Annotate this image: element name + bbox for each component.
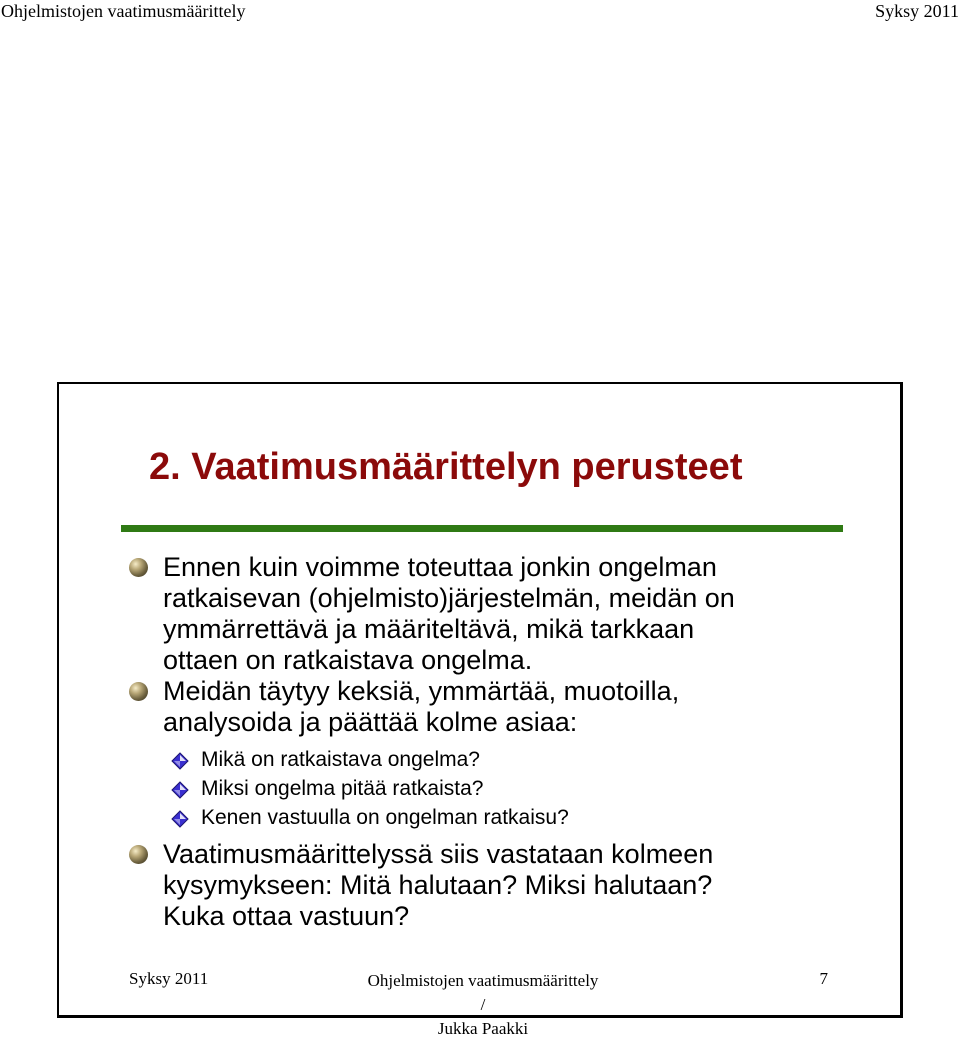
footer-course-author [364,969,602,1041]
sub-bullet-text: Mikä on ratkaistava ongelma? [201,748,480,771]
bullet-line: Meidän täytyy keksiä, ymmärtää, muotoilla, [163,676,680,706]
slide-title: 2. Vaatimusmäärittelyn perusteet [149,446,743,488]
page-number: 7 [819,969,828,988]
diamond-bullet-icon [171,752,189,770]
sub-bullet-item [129,803,869,832]
page-header [0,0,960,26]
sphere-bullet-icon [129,845,148,864]
bullet-line: analysoida ja päättää kolme asiaa: [163,707,578,737]
sub-bullet-list [129,745,869,832]
sub-bullet-text: Miksi ongelma pitää ratkaista? [201,777,484,800]
footer-author: Jukka Paakki [437,1019,529,1038]
sub-bullet-item [129,745,869,774]
title-underline-rule [121,525,843,532]
header-term: Syksy 2011 [875,1,959,21]
bullet-line: ymmärrettävä ja määriteltävä, mikä tarkkaan [163,614,695,644]
bullet-item [129,839,869,932]
slide [57,382,903,1038]
bullet-line: ottaen on ratkaistava ongelma. [163,645,533,675]
diamond-bullet-icon [171,781,189,799]
sub-bullet-item [129,774,869,803]
bullet-line: Vaatimusmäärittelyssä siis vastataan kolmeen [163,839,714,869]
header-course-title: Ohjelmistojen vaatimusmäärittely [1,1,246,21]
diamond-bullet-icon [171,810,189,828]
footer-course: Ohjelmistojen vaatimusmäärittely / [367,971,599,1014]
bullet-line: ratkaisevan (ohjelmisto)järjestelmän, meidän on [163,583,735,613]
bullet-item [129,552,869,676]
bullet-line: Kuka ottaa vastuun? [163,901,410,931]
sphere-bullet-icon [129,558,148,577]
bullet-line: Ennen kuin voimme toteuttaa jonkin ongelman [163,552,717,582]
bullet-line: kysymykseen: Mitä halutaan? Miksi halutaan? [163,870,713,900]
sub-bullet-text: Kenen vastuulla on ongelman ratkaisu? [201,806,569,829]
footer-term: Syksy 2011 [129,969,209,988]
sphere-bullet-icon [129,682,148,701]
bullet-item [129,676,869,738]
slide-content [129,552,869,932]
